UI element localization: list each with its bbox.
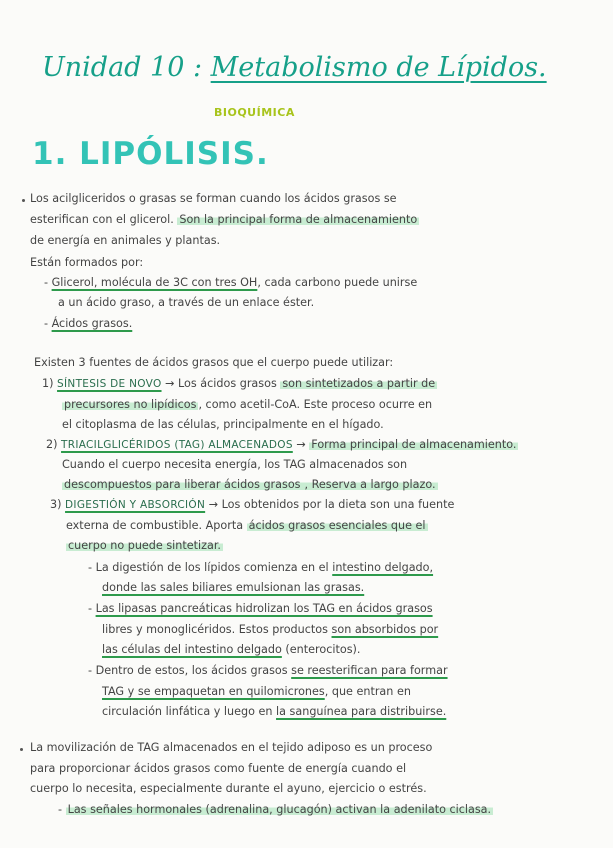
b3-line-3: [102, 705, 446, 719]
p3-line-4: [58, 803, 493, 817]
b3-text: circulación linfática y luego en: [102, 705, 277, 718]
p3-line-1: La movilización de TAG almacenados en el tejido adiposo es un proceso: [30, 741, 433, 754]
b2-text: libres y monoglicéridos. Estos productos: [102, 623, 332, 636]
b3-underline: la sanguínea para distribuirse.: [276, 705, 447, 718]
subject-tag: BIOQUÍMICA: [214, 106, 295, 119]
b3-line-1: [88, 664, 448, 678]
b1-underline: intestino delgado,: [332, 561, 434, 574]
p3-line-3: cuerpo lo necesita, especialmente durante el ayuno, ejercicio o estrés.: [30, 782, 427, 795]
p1-line-6: a un ácido graso, a través de un enlace éster.: [58, 296, 315, 309]
b2-underline: son absorbidos por: [331, 623, 439, 636]
s3-line-1: [50, 498, 454, 512]
p1-text: , cada carbono puede unirse: [257, 276, 418, 289]
s3-num: 3): [50, 498, 66, 511]
p1-text: esterifican con el glicerol.: [30, 213, 178, 226]
p1-line-5: [44, 276, 417, 290]
bullet-dot: [22, 199, 25, 202]
p3-line-2: para proporcionar ácidos grasos como fuente de energía cuando el: [30, 762, 407, 775]
glicerol-underline: Glicerol, molécula de 3C con tres OH: [51, 276, 258, 289]
b2-text: (enterocitos).: [281, 643, 361, 656]
s1-line-1: [42, 377, 437, 391]
dash: -: [44, 276, 52, 289]
p1-highlight: Son la principal forma de almacenamiento: [179, 213, 418, 226]
s3-heading: DIGESTIÓN Y ABSORCIÓN: [65, 499, 206, 511]
p1-line-2: [30, 213, 419, 227]
b1-text: - La digestión de los lípidos comienza en el: [88, 561, 333, 574]
dash: -: [44, 317, 52, 330]
s1-text: , como acetil-CoA. Este proceso ocurre en: [198, 398, 433, 411]
b2-line-3: [102, 643, 360, 657]
s2-text: →: [292, 438, 310, 451]
s2-highlight: Forma principal de almacenamiento.: [311, 438, 517, 451]
b3-underline: se reesterifican para formar: [291, 664, 448, 677]
s1-highlight: son sintetizados a partir de: [282, 377, 436, 390]
s1-line-3: el citoplasma de las células, principalmente en el hígado.: [62, 418, 384, 431]
s2-line-1: [46, 438, 518, 452]
s1-highlight: precursores no lipídicos: [64, 398, 197, 411]
dash: -: [58, 803, 66, 816]
b1-line-2: [102, 581, 364, 595]
p1-line-3: de energía en animales y plantas.: [30, 234, 221, 247]
s2-line-2: Cuando el cuerpo necesita energía, los TAG almacenados son: [62, 458, 408, 471]
s2-highlight: , Reserva a largo plazo.: [304, 478, 436, 491]
s2-num: 2): [46, 438, 62, 451]
s3-line-3: [66, 539, 223, 553]
b2-line-2: [102, 623, 438, 637]
p1-line-1: Los acilgliceridos o grasas se forman cuando los ácidos grasos se: [30, 192, 397, 205]
p1-line-4: Están formados por:: [30, 256, 144, 269]
title-subject: Metabolismo de Lípidos.: [210, 52, 547, 83]
b2-line-1: [88, 602, 433, 616]
s2-heading: TRIACILGLICÉRIDOS (TAG) ALMACENADOS: [61, 439, 293, 451]
title-prefix: Unidad 10 :: [42, 52, 211, 83]
s1-text: → Los ácidos grasos: [161, 377, 281, 390]
b3-text: , que entran en: [324, 685, 411, 698]
s2-line-3: [62, 478, 438, 492]
s1-heading: SÍNTESIS DE NOVO: [57, 378, 162, 390]
dash: -: [88, 602, 96, 615]
page-title: [42, 52, 547, 83]
p1-line-7: [44, 317, 132, 331]
bullet-dot: [20, 748, 23, 751]
s3-text: externa de combustible. Aporta: [66, 519, 247, 532]
b2-underline: Las lipasas pancreáticas hidrolizan los TAG en ácidos grasos: [95, 602, 433, 615]
s3-text: → Los obtenidos por la dieta son una fuente: [205, 498, 455, 511]
s3-line-2: [66, 519, 428, 533]
p2-intro: Existen 3 fuentes de ácidos grasos que el cuerpo puede utilizar:: [34, 356, 394, 369]
b3-text: - Dentro de estos, los ácidos grasos: [88, 664, 292, 677]
s1-line-2: [62, 398, 432, 412]
b3-underline: TAG y se empaquetan en quilomicrones: [102, 685, 325, 698]
b2-underline: las células del intestino delgado: [102, 643, 282, 656]
b1-underline: donde las sales biliares emulsionan las grasas.: [102, 581, 365, 594]
s3-highlight: cuerpo no puede sintetizar.: [68, 539, 221, 552]
s3-highlight: ácidos grasos esenciales que el: [248, 519, 426, 532]
p3-highlight: Las señales hormonales (adrenalina, glucagón) activan la adenilato ciclasa.: [67, 803, 492, 816]
section-title: 1. LIPÓLISIS.: [32, 136, 269, 172]
acidos-underline: Ácidos grasos.: [51, 317, 133, 330]
b3-line-2: [102, 685, 411, 699]
b1-line-1: [88, 561, 433, 575]
s2-highlight: descompuestos para liberar ácidos grasos: [64, 478, 301, 491]
s1-num: 1): [42, 377, 58, 390]
